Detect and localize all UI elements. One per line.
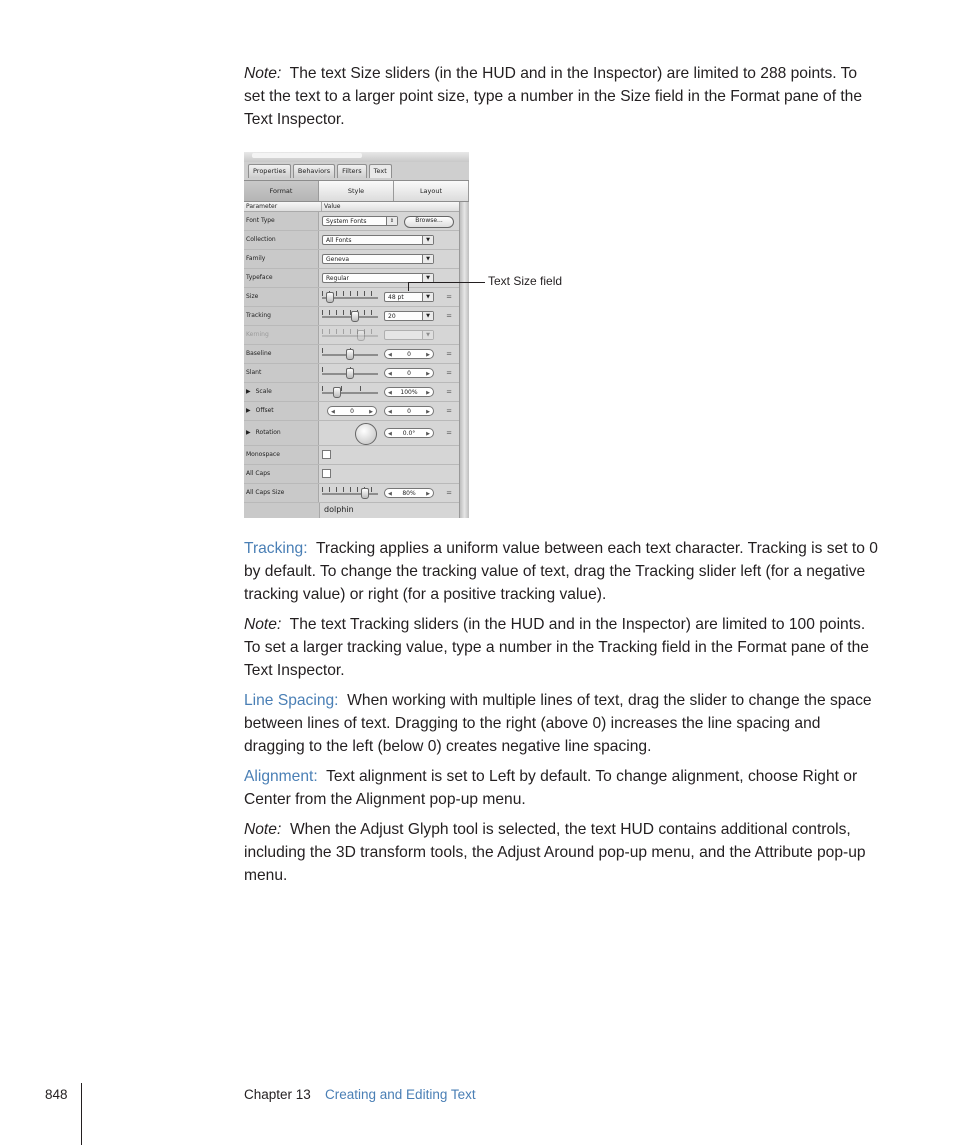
text-entry-label-cell: [244, 503, 320, 518]
pane-tabs: [244, 180, 469, 202]
chevron-down-icon: ▼: [422, 274, 433, 282]
family-popup[interactable]: [322, 254, 434, 264]
tracking-paragraph: [244, 537, 880, 606]
reset-icon[interactable]: =: [446, 293, 452, 301]
updown-icon: ⇕: [386, 217, 397, 225]
kerning-slider-thumb: [357, 330, 365, 341]
inspector-tabs: [248, 164, 392, 178]
font-type-label: Font Type: [244, 212, 319, 230]
row-font-type: [244, 212, 460, 231]
note-text: The text Tracking sliders (in the HUD and in the Inspector) are limited to 100 points. To set a larger tracking value, type a number in the Tracking field in the Format pane of the Text Inspector.: [244, 616, 869, 679]
typeface-value: Regular: [326, 275, 350, 282]
callout-leader-line: [408, 282, 485, 283]
tracking-field[interactable]: [384, 311, 434, 321]
scrollbar[interactable]: [459, 202, 469, 518]
disclosure-triangle-icon[interactable]: ▶: [246, 429, 251, 436]
row-baseline: [244, 345, 460, 364]
tracking-term: Tracking:: [244, 540, 308, 557]
font-type-popup[interactable]: [322, 216, 398, 226]
line-spacing-term: Line Spacing:: [244, 692, 339, 709]
tracking-label: Tracking: [244, 307, 319, 325]
tab-style[interactable]: Style: [319, 181, 394, 201]
offset-x-value: 0: [350, 408, 354, 415]
all-caps-size-slider-thumb[interactable]: [361, 488, 369, 499]
alignment-text: Text alignment is set to Left by default. To change alignment, choose Right or Center from the Alignment pop-up menu.: [244, 768, 858, 808]
all-caps-size-value: 80%: [402, 490, 416, 497]
all-caps-label: All Caps: [244, 465, 319, 483]
collection-value: All Fonts: [326, 237, 352, 244]
baseline-label: Baseline: [244, 345, 319, 363]
chevron-down-icon: ▼: [422, 293, 433, 301]
arrow-left-icon[interactable]: ◀: [388, 371, 392, 377]
disclosure-triangle-icon[interactable]: ▶: [246, 388, 251, 395]
tab-properties[interactable]: Properties: [248, 164, 291, 178]
slant-stepper[interactable]: [384, 368, 434, 378]
row-typeface: [244, 269, 460, 288]
all-caps-size-slider[interactable]: [322, 493, 378, 495]
arrow-right-icon[interactable]: ▶: [426, 491, 430, 497]
row-scale: [244, 383, 460, 402]
scale-label: Scale: [255, 388, 272, 395]
line-spacing-paragraph: [244, 689, 880, 758]
alignment-term: Alignment:: [244, 768, 318, 785]
font-type-value: System Fonts: [326, 218, 367, 225]
value-column-header: Value: [324, 203, 341, 210]
tab-text[interactable]: Text: [369, 164, 392, 178]
rotation-value: 0.0°: [402, 430, 416, 437]
arrow-left-icon[interactable]: ◀: [388, 491, 392, 497]
note-label: Note:: [244, 821, 282, 838]
reset-icon[interactable]: =: [446, 369, 452, 377]
note-paragraph: [244, 62, 880, 131]
arrow-left-icon[interactable]: ◀: [388, 352, 392, 358]
arrow-right-icon[interactable]: ▶: [426, 352, 430, 358]
reset-icon[interactable]: =: [446, 388, 452, 396]
row-family: [244, 250, 460, 269]
reset-icon[interactable]: =: [446, 429, 452, 437]
row-kerning: [244, 326, 460, 345]
chapter-label: Chapter 13: [244, 1087, 311, 1102]
scale-label-cell: [244, 383, 319, 401]
reset-icon[interactable]: =: [446, 350, 452, 358]
note-paragraph: [244, 818, 880, 887]
callout-leader-tick: [408, 282, 409, 291]
baseline-slider-thumb[interactable]: [346, 349, 354, 360]
size-slider-thumb[interactable]: [326, 292, 334, 303]
scale-slider-thumb[interactable]: [333, 387, 341, 398]
offset-y-stepper[interactable]: [384, 406, 434, 416]
browse-button[interactable]: Browse...: [404, 216, 454, 228]
row-all-caps-size: [244, 484, 460, 503]
row-monospace: [244, 446, 460, 465]
baseline-value: 0: [407, 351, 411, 358]
chevron-down-icon: ▼: [422, 312, 433, 320]
offset-label: Offset: [255, 407, 274, 414]
rotation-label-cell: [244, 421, 319, 445]
all-caps-size-label: All Caps Size: [244, 484, 319, 502]
monospace-label: Monospace: [244, 446, 319, 464]
reset-icon[interactable]: =: [446, 489, 452, 497]
parameter-column-header: Parameter: [244, 202, 322, 211]
arrow-right-icon[interactable]: ▶: [426, 371, 430, 377]
slant-value: 0: [407, 370, 411, 377]
callout-label: Text Size field: [488, 274, 563, 288]
all-caps-checkbox[interactable]: [322, 469, 331, 478]
arrow-left-icon[interactable]: ◀: [388, 409, 392, 415]
tab-format[interactable]: Format: [244, 181, 319, 201]
alignment-paragraph: [244, 765, 880, 811]
offset-y-value: 0: [407, 408, 411, 415]
row-rotation: [244, 421, 460, 446]
tab-behaviors[interactable]: Behaviors: [293, 164, 335, 178]
scale-value: 100%: [400, 389, 418, 396]
footer-divider: [81, 1083, 82, 1145]
arrow-left-icon[interactable]: ◀: [388, 390, 392, 396]
chevron-down-icon: ▼: [422, 236, 433, 244]
tracking-slider-thumb[interactable]: [351, 311, 359, 322]
tracking-value: 20: [388, 313, 396, 320]
parameter-rows: [244, 212, 460, 518]
slider-ticks: [322, 310, 378, 315]
arrow-left-icon[interactable]: ◀: [331, 409, 335, 415]
kerning-field: [384, 330, 434, 340]
row-offset: [244, 402, 460, 421]
all-caps-size-stepper[interactable]: [384, 488, 434, 498]
family-value: Geneva: [326, 256, 350, 263]
slant-slider-thumb[interactable]: [346, 368, 354, 379]
offset-x-stepper[interactable]: [327, 406, 377, 416]
size-field[interactable]: [384, 292, 434, 302]
note-label: Note:: [244, 616, 282, 633]
text-inspector-screenshot: [244, 152, 469, 518]
arrow-right-icon[interactable]: ▶: [369, 409, 373, 415]
disclosure-triangle-icon[interactable]: ▶: [246, 407, 251, 414]
tracking-text: Tracking applies a uniform value between each text character. Tracking is set to 0 by default. To change the tracking value of text, drag the Tracking slider left (for a negative tracking value) or right (for a positive tracking value).: [244, 540, 878, 603]
line-spacing-text: When working with multiple lines of text, drag the slider to change the space between lines of text. Dragging to the right (above 0) increases the line spacing and dragging to the left (below 0) creates negative line spacing.: [244, 692, 872, 755]
kerning-label: Kerning: [244, 326, 319, 344]
tab-layout[interactable]: Layout: [394, 181, 469, 201]
family-label: Family: [244, 250, 319, 268]
row-slant: [244, 364, 460, 383]
chevron-down-icon: ▼: [422, 255, 433, 263]
note-text: The text Size sliders (in the HUD and in the Inspector) are limited to 288 points. To set the text to a larger point size, type a number in the Size field in the Format pane of the Text Inspector.: [244, 65, 863, 128]
slant-label: Slant: [244, 364, 319, 382]
kerning-slider: [322, 335, 378, 337]
chevron-down-icon: ▼: [422, 331, 433, 339]
rotation-label: Rotation: [255, 429, 281, 436]
collection-popup[interactable]: [322, 235, 434, 245]
text-entry-field[interactable]: dolphin: [320, 503, 460, 518]
size-label: Size: [244, 288, 319, 306]
note-paragraph: [244, 613, 880, 682]
reset-icon[interactable]: =: [446, 312, 452, 320]
slider-ticks: [322, 329, 378, 334]
row-tracking: [244, 307, 460, 326]
row-collection: [244, 231, 460, 250]
panel-title-bar: [244, 152, 469, 162]
row-size: [244, 288, 460, 307]
collection-label: Collection: [244, 231, 319, 249]
slider-ticks: [322, 386, 378, 391]
rotation-stepper[interactable]: [384, 428, 434, 438]
arrow-right-icon[interactable]: ▶: [426, 390, 430, 396]
rotation-dial[interactable]: [355, 423, 377, 445]
note-text: When the Adjust Glyph tool is selected, the text HUD contains additional controls, including the 3D transform tools, the Adjust Around pop-up menu, and the Attribute pop-up menu.: [244, 821, 866, 884]
row-all-caps: [244, 465, 460, 484]
note-label: Note:: [244, 65, 282, 82]
arrow-right-icon[interactable]: ▶: [426, 409, 430, 415]
size-value: 48 pt: [388, 294, 404, 301]
scale-slider[interactable]: [322, 392, 378, 394]
page-number: 848: [45, 1087, 68, 1102]
baseline-stepper[interactable]: [384, 349, 434, 359]
reset-icon[interactable]: =: [446, 407, 452, 415]
arrow-left-icon[interactable]: ◀: [388, 431, 392, 437]
monospace-checkbox[interactable]: [322, 450, 331, 459]
scale-stepper[interactable]: [384, 387, 434, 397]
row-text-entry: [244, 503, 460, 518]
parameter-header: [244, 202, 460, 212]
arrow-right-icon[interactable]: ▶: [426, 431, 430, 437]
typeface-label: Typeface: [244, 269, 319, 287]
offset-label-cell: [244, 402, 319, 420]
tab-filters[interactable]: Filters: [337, 164, 366, 178]
chapter-title: Creating and Editing Text: [325, 1087, 476, 1102]
tracking-slider[interactable]: [322, 316, 378, 318]
slider-ticks: [322, 487, 378, 492]
